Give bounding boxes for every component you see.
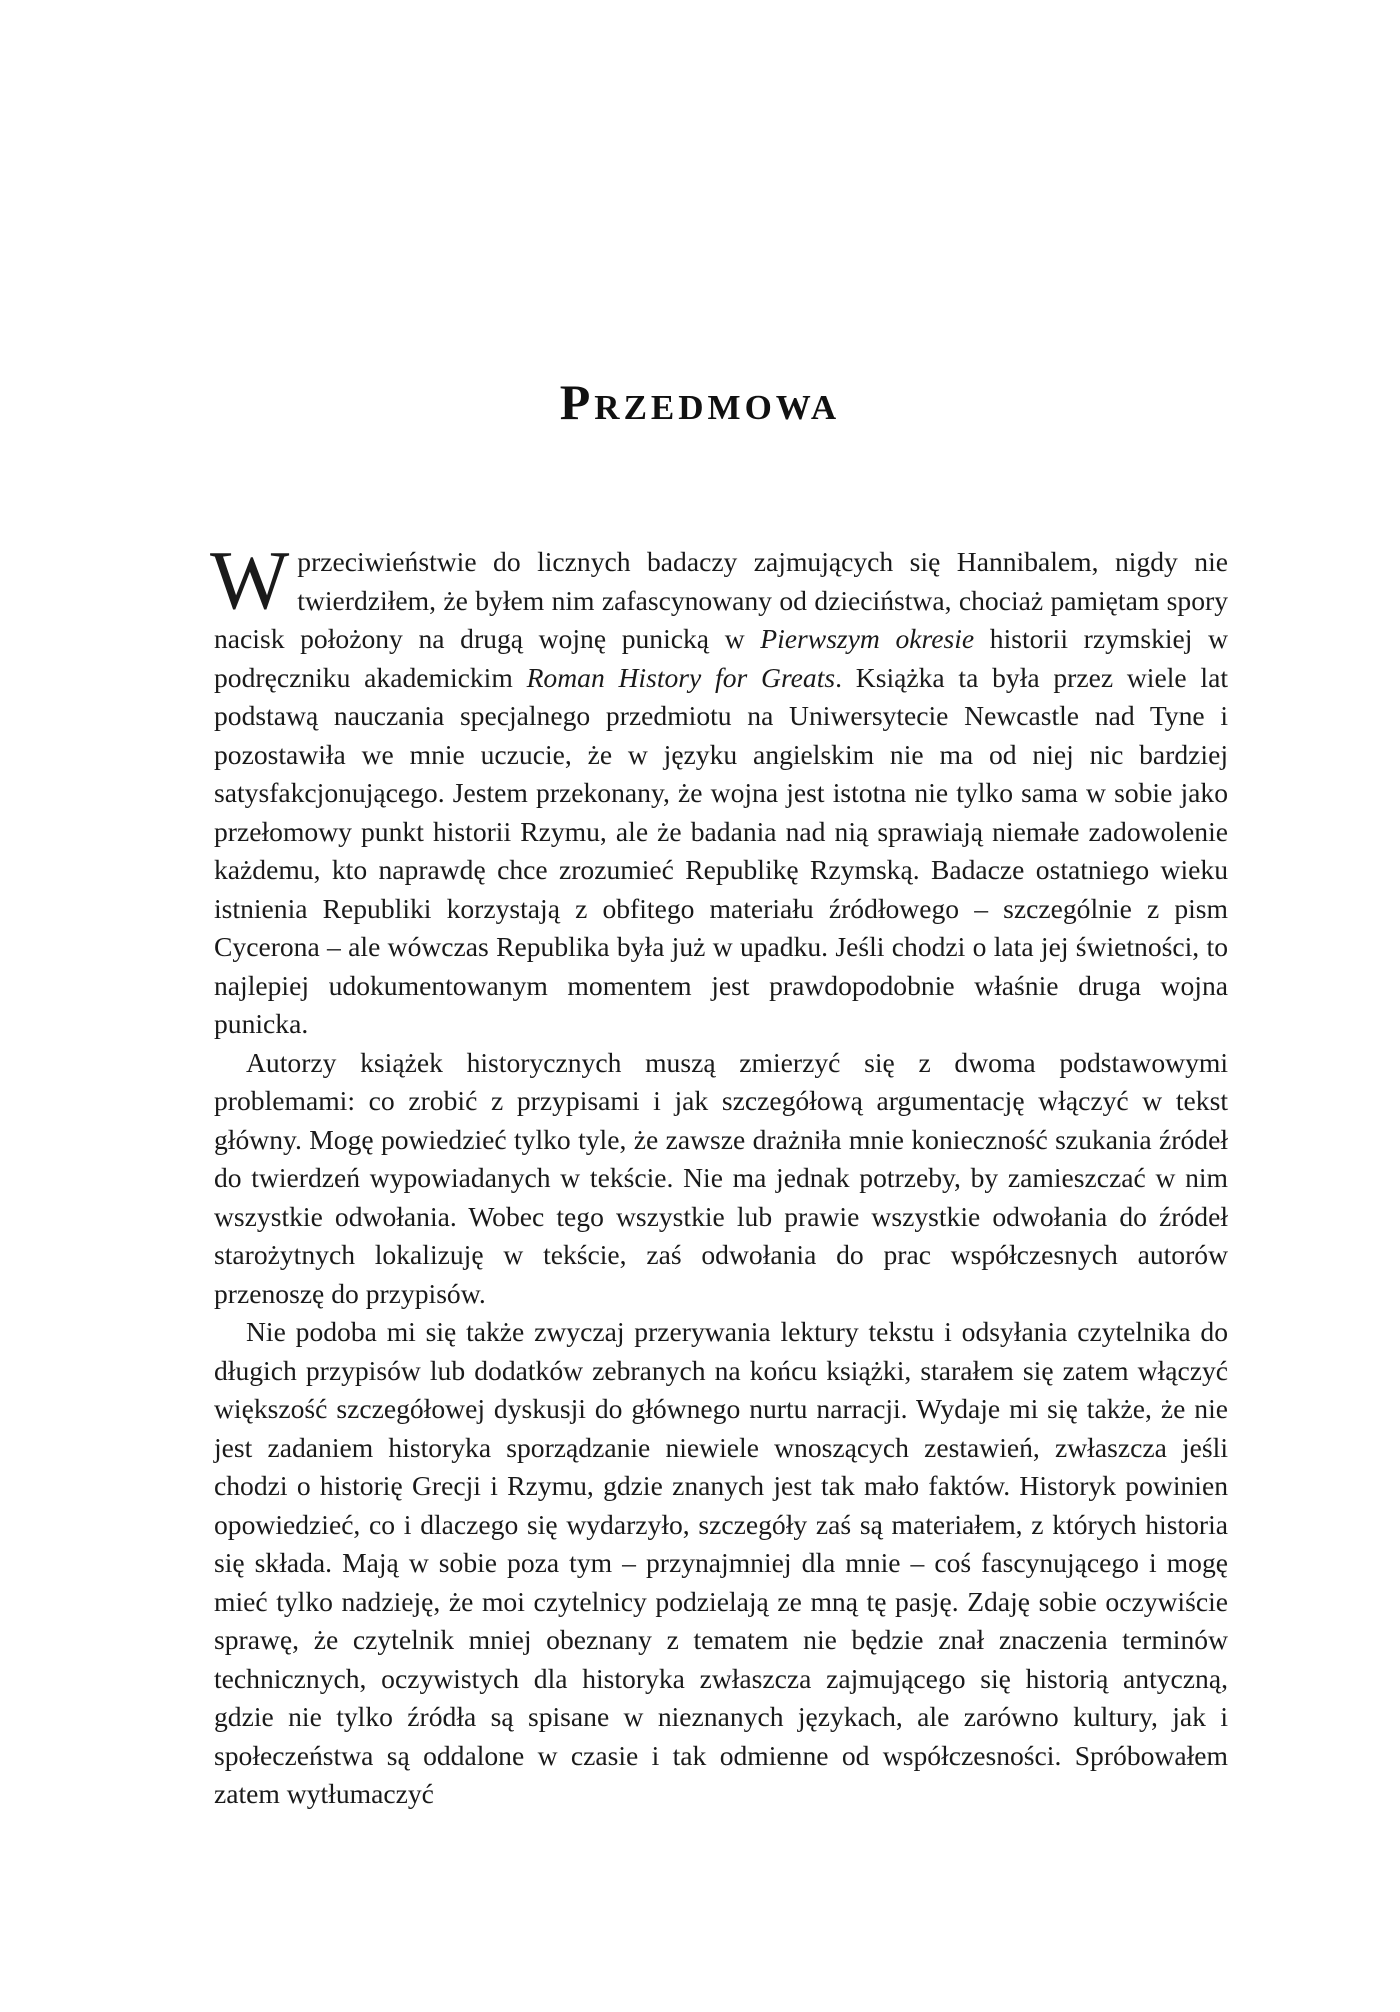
text-segment: Autorzy książek historycznych muszą zmierzyć się z dwoma podstawowymi problemami: co zrobić z przypisami i jak szczegółową argumentację włączyć w tekst główny. Mogę powiedzieć tylko tyle, że zawsze drażniła mnie konieczność szukania źródeł do twierdzeń wypowiadanych w tekście. Nie ma jednak potrzeby, by zamieszczać w nim wszystkie odwołania. Wobec tego wszystkie lub prawie wszystkie odwołania do źródeł starożytnych lokalizuję w tekście, zaś odwołania do prac współczesnych autorów przenoszę do przypisów. xyxy=(214,1046,1228,1309)
text-segment: przeciwieństwie do licznych badaczy zajmujących się Hannibalem, nigdy nie twierdziłem, że byłem nim zafascynowany od dzieciństwa, chociaż pamiętam spory nacisk położony na drugą wojnę punicką w xyxy=(214,546,1228,654)
italic-title-roman-history: Roman History for Greats xyxy=(526,661,836,693)
text-segment: . Książka ta była przez wiele lat podstawą nauczania specjalnego przedmiotu na Uniwersytecie Newcastle nad Tyne i pozostawiła we mnie uczucie, że w języku angielskim nie ma od niej nic bardziej satysfakcjonującego. Jestem przekonany, że wojna jest istotna nie tylko sama w sobie jako przełomowy punkt historii Rzymu, ale że badania nad nią sprawiają niemałe zadowolenie każdemu, kto naprawdę chce zrozumieć Republikę Rzymską. Badacze ostatniego wieku istnienia Republiki korzystają z obfitego materiału źródłowego – szczególnie z pism Cycerona – ale wówczas Republika była już w upadku. Jeśli chodzi o lata jej świetności, to najlepiej udokumentowanym momentem jest prawdopodobnie właśnie druga wojna punicka. xyxy=(214,661,1228,1039)
italic-title-pierwszym-okresie: Pierwszym okresie xyxy=(760,623,975,654)
drop-cap: W xyxy=(210,534,290,627)
text-segment: historii rzymskiej w podręczniku akademickim xyxy=(214,623,1229,693)
paragraph-1 xyxy=(210,534,1229,1044)
text-segment: Nie podoba mi się także zwyczaj przerywania lektury tekstu i odsyłania czytelnika do długich przypisów lub dodatków zebranych na końcu książki, starałem się zatem włączyć większość szczegółowej dyskusji do głównego nurtu narracji. Wydaje mi się także, że nie jest zadaniem historyka sporządzanie niewiele wnoszących zestawień, zwłaszcza jeśli chodzi o historię Grecji i Rzymu, gdzie znanych jest tak mało faktów. Historyk powinien opowiedzieć, co i dlaczego się wydarzyło, szczegóły zaś są materiałem, z których historia się składa. Mają w sobie poza tym – przynajmniej dla mnie – coś fascynującego i mogę mieć tylko nadzieję, że moi czytelnicy podzielają ze mną tę pasję. Zdaję sobie oczywiście sprawę, że czytelnik mniej obeznany z tematem nie będzie znał znaczenia terminów technicznych, oczywistych dla historyka zwłaszcza zajmującego się historią antyczną, gdzie nie tylko źródła są spisane w nieznanych językach, ale zarówno kultury, jak i społeczeństwa są oddalone w czasie i tak odmienne od współczesności. Spróbowałem zatem wytłumaczyć xyxy=(214,1316,1228,1809)
body-text xyxy=(210,534,1229,1814)
paragraph-2 xyxy=(214,1044,1228,1314)
paragraph-3 xyxy=(214,1313,1228,1814)
page-title: Przedmowa xyxy=(559,374,841,430)
